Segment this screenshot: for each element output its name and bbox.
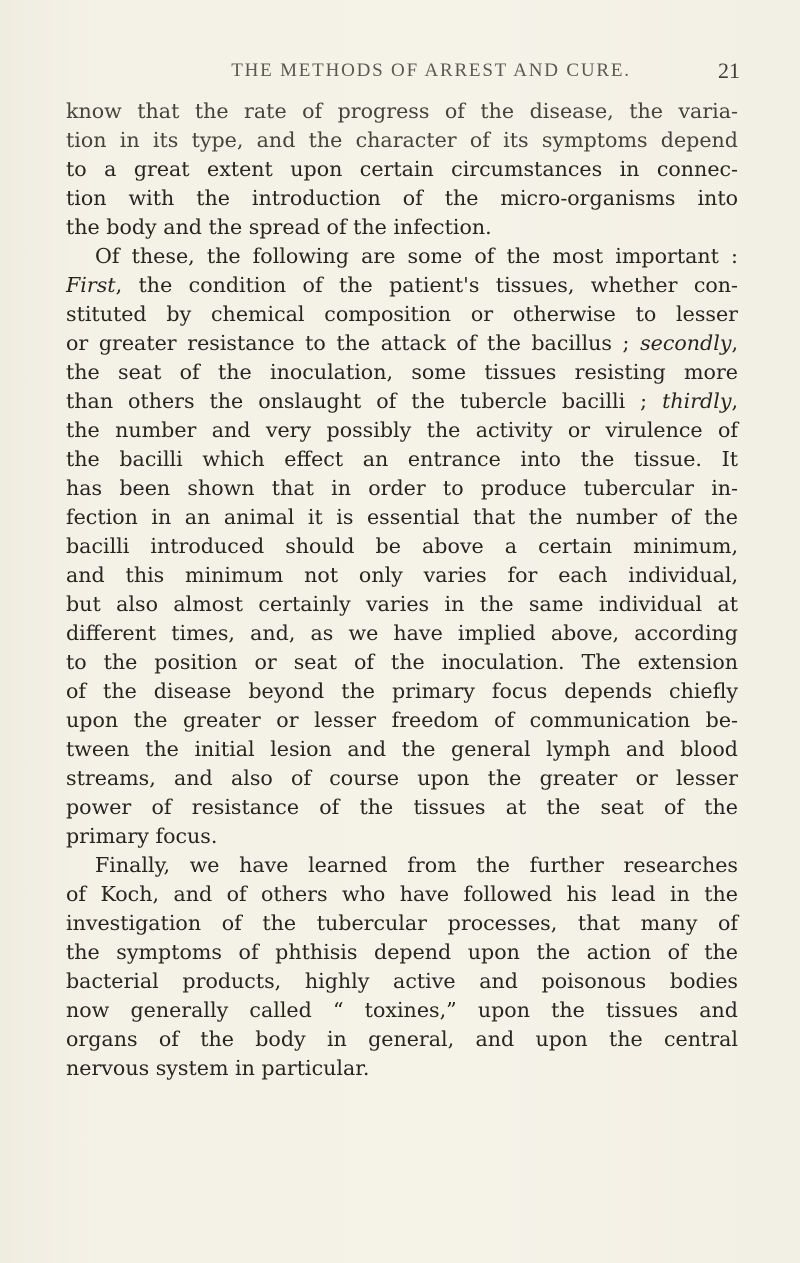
text-line: investigation of the tubercular processes, that many of [66,911,738,935]
text-line: now generally called “ toxines,” upon the tissues and [66,998,738,1022]
text-line: has been shown that in order to produce tubercular in- [66,476,738,500]
text-line: tween the initial lesion and the general lymph and blood [66,737,738,761]
text-line: to the position or seat of the inoculation. The extension [66,650,738,674]
italic-emphasis: First [66,273,116,297]
text-line: First, the condition of the patient's tissues, whether con- [66,273,738,297]
text-line: different times, and, as we have implied above, according [66,621,738,645]
italic-emphasis: thirdly [662,389,732,413]
text-line: bacterial products, highly active and poisonous bodies [66,969,738,993]
text-line: bacilli introduced should be above a certain minimum, [66,534,738,558]
text-line: the symptoms of phthisis depend upon the action of the [66,940,738,964]
text-line: stituted by chemical composition or otherwise to lesser [66,302,738,326]
text-line: tion in its type, and the character of its symptoms depend [66,128,738,152]
text-line: the bacilli which effect an entrance into the tissue. It [66,447,738,471]
text-line: the number and very possibly the activity or virulence of [66,418,738,442]
body-text [66,97,738,1083]
running-head [122,56,740,86]
text-line: but also almost certainly varies in the same individual at [66,592,738,616]
running-title: THE METHODS OF ARREST AND CURE. [231,60,631,81]
text-line: of the disease beyond the primary focus depends chiefly [66,679,738,703]
text-line: organs of the body in general, and upon the central [66,1027,738,1051]
text-line: the body and the spread of the infection. [66,215,492,239]
text-line: fection in an animal it is essential that the number of the [66,505,738,529]
text-line: the seat of the inoculation, some tissues resisting more [66,360,738,384]
text-line: or greater resistance to the attack of the bacillus ; secondly, [66,331,738,355]
text-line: Of these, the following are some of the most important : [95,244,738,268]
text-line: of Koch, and of others who have followed his lead in the [66,882,738,906]
text-line: Finally, we have learned from the further researches [95,853,738,877]
page-number: 21 [718,58,740,83]
text-line: primary focus. [66,824,218,848]
text-line: tion with the introduction of the micro-organisms into [66,186,738,210]
text-line: and this minimum not only varies for each individual, [66,563,738,587]
text-line: know that the rate of progress of the disease, the varia- [66,99,738,123]
text-line: than others the onslaught of the tubercle bacilli ; thirdly, [66,389,738,413]
text-line: to a great extent upon certain circumstances in connec- [66,157,738,181]
text-line: upon the greater or lesser freedom of communication be- [66,708,738,732]
text-line: nervous system in particular. [66,1056,370,1080]
italic-emphasis: secondly [640,331,732,355]
text-line: streams, and also of course upon the greater or lesser [66,766,738,790]
text-line: power of resistance of the tissues at the seat of the [66,795,738,819]
